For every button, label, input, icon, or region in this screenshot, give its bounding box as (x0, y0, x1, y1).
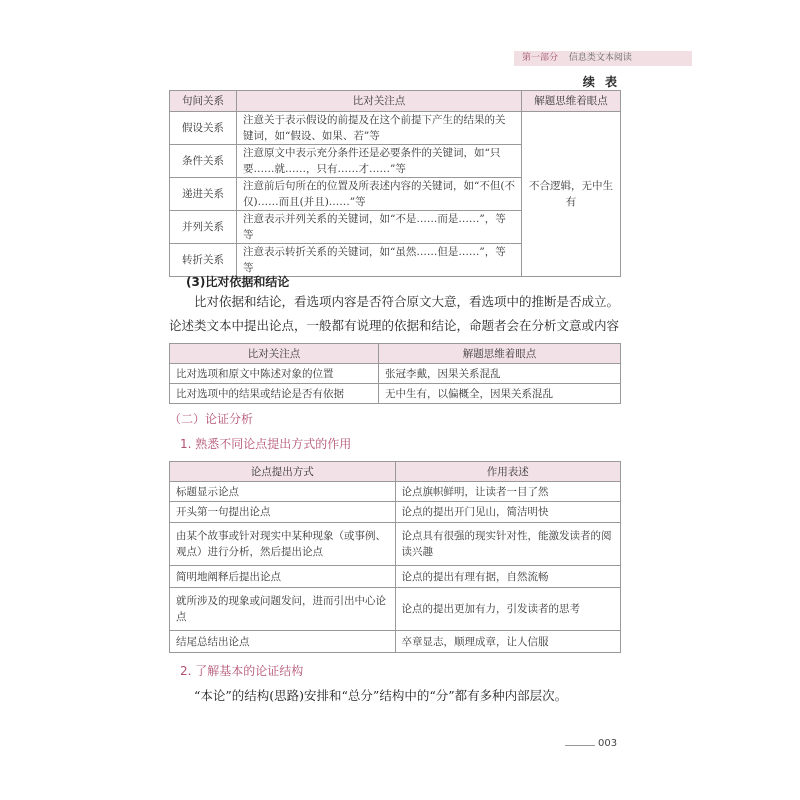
table-cell: 论点的提出更加有力，引发读者的思考 (395, 588, 621, 631)
relation-cell: 转折关系 (170, 244, 237, 277)
focus-cell: 注意前后句所在的位置及所表述内容的关键词，如“不但(不仅)……而且(并且)……”等 (237, 178, 522, 211)
table-cell: 由某个故事或针对现实中某种现象（或事例、观点）进行分析，然后提出论点 (170, 523, 396, 566)
relation-cell: 假设关系 (170, 112, 237, 145)
table-cell: 比对选项和原文中陈述对象的位置 (170, 364, 379, 384)
table-row (170, 566, 621, 588)
table-header-row (170, 462, 621, 482)
subsection-paragraph: “本论”的结构(思路)安排和“总分”结构中的“分”都有多种内部层次。 (194, 688, 568, 703)
table-row (170, 502, 621, 523)
table-cell: 论点具有很强的现实针对性，能激发读者的阅读兴趣 (395, 523, 621, 566)
table-row (170, 588, 621, 631)
table-cell: 就所涉及的现象或问题发问，进而引出中心论点 (170, 588, 396, 631)
table-cell: 简明地阐释后提出论点 (170, 566, 396, 588)
table-cell: 标题显示论点 (170, 482, 396, 502)
table-header-cell: 作用表述 (395, 462, 621, 482)
sentence-relation-table (169, 90, 621, 277)
table-row (170, 364, 621, 384)
table-header-cell: 比对关注点 (237, 91, 522, 112)
section-heading: (3)比对依据和结论 (186, 275, 290, 289)
table-cell: 无中生有，以偏概全，因果关系混乱 (379, 384, 621, 404)
table-row (170, 631, 621, 653)
table-header-cell: 比对关注点 (170, 344, 379, 364)
table-cell: 论点的提出开门见山，简洁明快 (395, 502, 621, 523)
table-header-cell: 句间关系 (170, 91, 237, 112)
table-row (170, 523, 621, 566)
focus-cell: 注意表示转折关系的关键词，如“虽然……但是……”，等等 (237, 244, 522, 277)
merged-thinking-cell: 不合逻辑，无中生有 (522, 112, 621, 277)
table-header-cell: 解题思维着眼点 (522, 91, 621, 112)
table-header-row (170, 344, 621, 364)
table-cell: 开头第一句提出论点 (170, 502, 396, 523)
part-heading: （二）论证分析 (169, 412, 254, 426)
focus-cell: 注意原文中表示充分条件还是必要条件的关键词，如“只要……就……，只有……才……”等 (237, 145, 522, 178)
evidence-table (169, 343, 621, 404)
page-number: 003 (598, 738, 618, 749)
focus-cell: 注意表示并列关系的关键词，如“不是……而是……”，等等 (237, 211, 522, 244)
subsection-heading: 1. 熟悉不同论点提出方式的作用 (180, 437, 352, 451)
continued-label: 续 表 (582, 75, 620, 89)
table-header-cell: 论点提出方式 (170, 462, 396, 482)
table-row (170, 482, 621, 502)
table-cell: 卒章显志，顺理成章，让人信服 (395, 631, 621, 653)
table-cell: 论点的提出有理有据，自然流畅 (395, 566, 621, 588)
section-paragraph: 比对依据和结论，看选项内容是否符合原文大意，看选项中的推断是否成立。论述类文本中提出论点，一般都有说理的依据和结论，命题者会在分析文意或内容 (169, 294, 620, 333)
running-header-section: 第一部分 (522, 53, 559, 63)
subsection-heading: 2. 了解基本的论证结构 (180, 664, 304, 678)
relation-cell: 条件关系 (170, 145, 237, 178)
table-cell: 结尾总结出论点 (170, 631, 396, 653)
table-cell: 比对选项中的结果或结论是否有依据 (170, 384, 379, 404)
table-row (170, 112, 621, 145)
table-cell: 张冠李戴，因果关系混乱 (379, 364, 621, 384)
table-header-cell: 解题思维着眼点 (379, 344, 621, 364)
running-header-title: 信息类文本阅读 (568, 53, 632, 63)
page-number-rule (565, 745, 595, 746)
table-cell: 论点旗帜鲜明，让读者一目了然 (395, 482, 621, 502)
table-header-row (170, 91, 621, 112)
relation-cell: 递进关系 (170, 178, 237, 211)
focus-cell: 注意关于表示假设的前提及在这个前提下产生的结果的关键词，如“假设、如果、若”等 (237, 112, 522, 145)
argument-method-table (169, 461, 621, 653)
running-header (514, 51, 692, 66)
relation-cell: 并列关系 (170, 211, 237, 244)
table-row (170, 384, 621, 404)
